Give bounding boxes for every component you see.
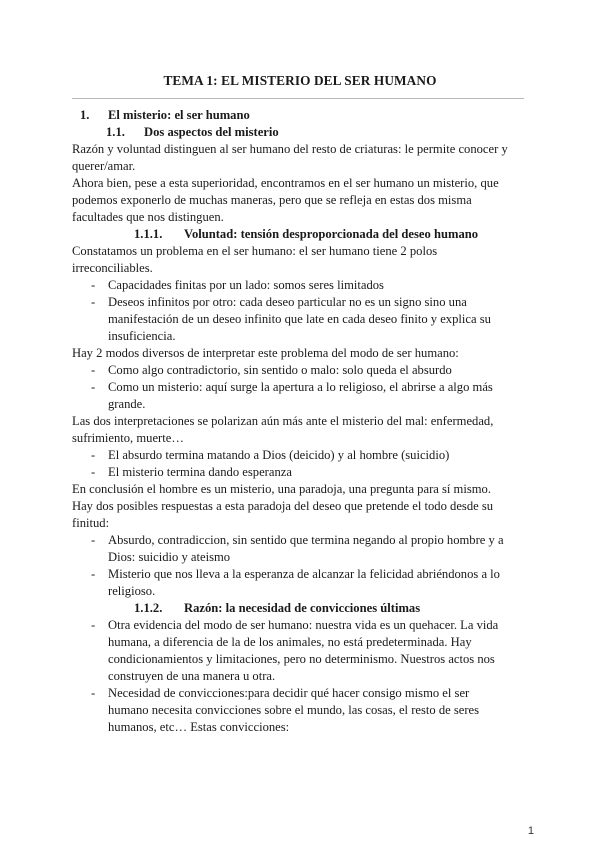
list-item: Otra evidencia del modo de ser humano: nuestra vida es un quehacer. La vida [108,618,499,632]
document-title: TEMA 1: EL MISTERIO DEL SER HUMANO [163,73,437,88]
section-1-number: 1. [80,108,90,122]
page-number: 1 [527,825,534,837]
section-1-1-1-heading: Voluntad: tensión desproporcionada del deseo humano [184,227,479,241]
bullet-dash: - [91,567,96,581]
list-item-continuation: construyen de una manera u otra. [108,669,276,683]
paragraph-line: irreconciliables. [72,261,153,275]
bullet-dash: - [91,618,96,632]
list-item: Como un misterio: aquí surge la apertura a lo religioso, el abrirse a algo más [108,380,493,394]
paragraph-line: Ahora bien, pese a esta superioridad, encontramos en el ser humano un misterio, que [72,176,499,190]
paragraph-line: Hay 2 modos diversos de interpretar este problema del modo de ser humano: [72,346,459,360]
list-item: Misterio que nos lleva a la esperanza de alcanzar la felicidad abriéndonos a lo [108,567,500,581]
list-item-continuation: grande. [108,397,146,411]
paragraph-line: podemos exponerlo de muchas maneras, pero que se refleja en estas dos misma [72,193,472,207]
section-1-heading: El misterio: el ser humano [108,108,250,122]
list-item-continuation: condicionamientos y limitaciones, pero no determinismo. Nuestros actos nos [108,652,495,666]
list-item-continuation: humano necesita convicciones sobre el mundo, las cosas, el resto de seres [108,703,480,717]
list-item: El absurdo termina matando a Dios (deicido) y al hombre (suicidio) [108,448,450,462]
paragraph-line: sufrimiento, muerte… [72,431,184,445]
section-1-1-1-number: 1.1.1. [134,227,163,241]
list-item: Capacidades finitas por un lado: somos seres limitados [108,278,384,292]
bullet-dash: - [91,295,96,309]
paragraph-line: querer/amar. [72,159,136,173]
paragraph-line: Las dos interpretaciones se polarizan aún más ante el misterio del mal: enfermedad, [72,414,494,428]
paragraph-line: En conclusión el hombre es un misterio, una paradoja, una pregunta para sí mismo. [72,482,491,496]
list-item: El misterio termina dando esperanza [108,465,292,479]
bullet-dash: - [91,363,96,377]
list-item: Necesidad de convicciones:para decidir qué hacer consigo mismo el ser [108,686,470,700]
bullet-dash: - [91,686,96,700]
list-item: Como algo contradictorio, sin sentido o malo: solo queda el absurdo [108,363,452,377]
title-divider [72,98,524,99]
list-item-continuation: humana, a diferencia de la de los animales, no está predeterminada. Hay [108,635,472,649]
bullet-dash: - [91,380,96,394]
list-item-continuation: manifestación de un deseo infinito que late en cada deseo finito y explica su [108,312,491,326]
section-1-1-2-number: 1.1.2. [134,601,163,615]
section-1-1-2-heading: Razón: la necesidad de convicciones últimas [184,601,421,615]
paragraph-line: finitud: [72,516,110,530]
list-item-continuation: religioso. [108,584,156,598]
list-item-continuation: humanos, etc… Estas convicciones: [108,720,290,734]
list-item: Absurdo, contradiccion, sin sentido que termina negando al propio hombre y a [108,533,504,547]
paragraph-line: Hay dos posibles respuestas a esta paradoja del deseo que pretende el todo desde su [72,499,494,513]
paragraph-line: facultades que nos distinguen. [72,210,224,224]
paragraph-line: Constatamos un problema en el ser humano: el ser humano tiene 2 polos [72,244,438,258]
bullet-dash: - [91,278,96,292]
bullet-dash: - [91,465,96,479]
bullet-dash: - [91,448,96,462]
paragraph-line: Razón y voluntad distinguen al ser humano del resto de criaturas: le permite conocer y [72,142,508,156]
bullet-dash: - [91,533,96,547]
section-1-1-heading: Dos aspectos del misterio [144,125,279,139]
list-item: Deseos infinitos por otro: cada deseo particular no es un signo sino una [108,295,467,309]
list-item-continuation: Dios: suicidio y ateismo [108,550,231,564]
list-item-continuation: insuficiencia. [108,329,176,343]
section-1-1-number: 1.1. [106,125,125,139]
